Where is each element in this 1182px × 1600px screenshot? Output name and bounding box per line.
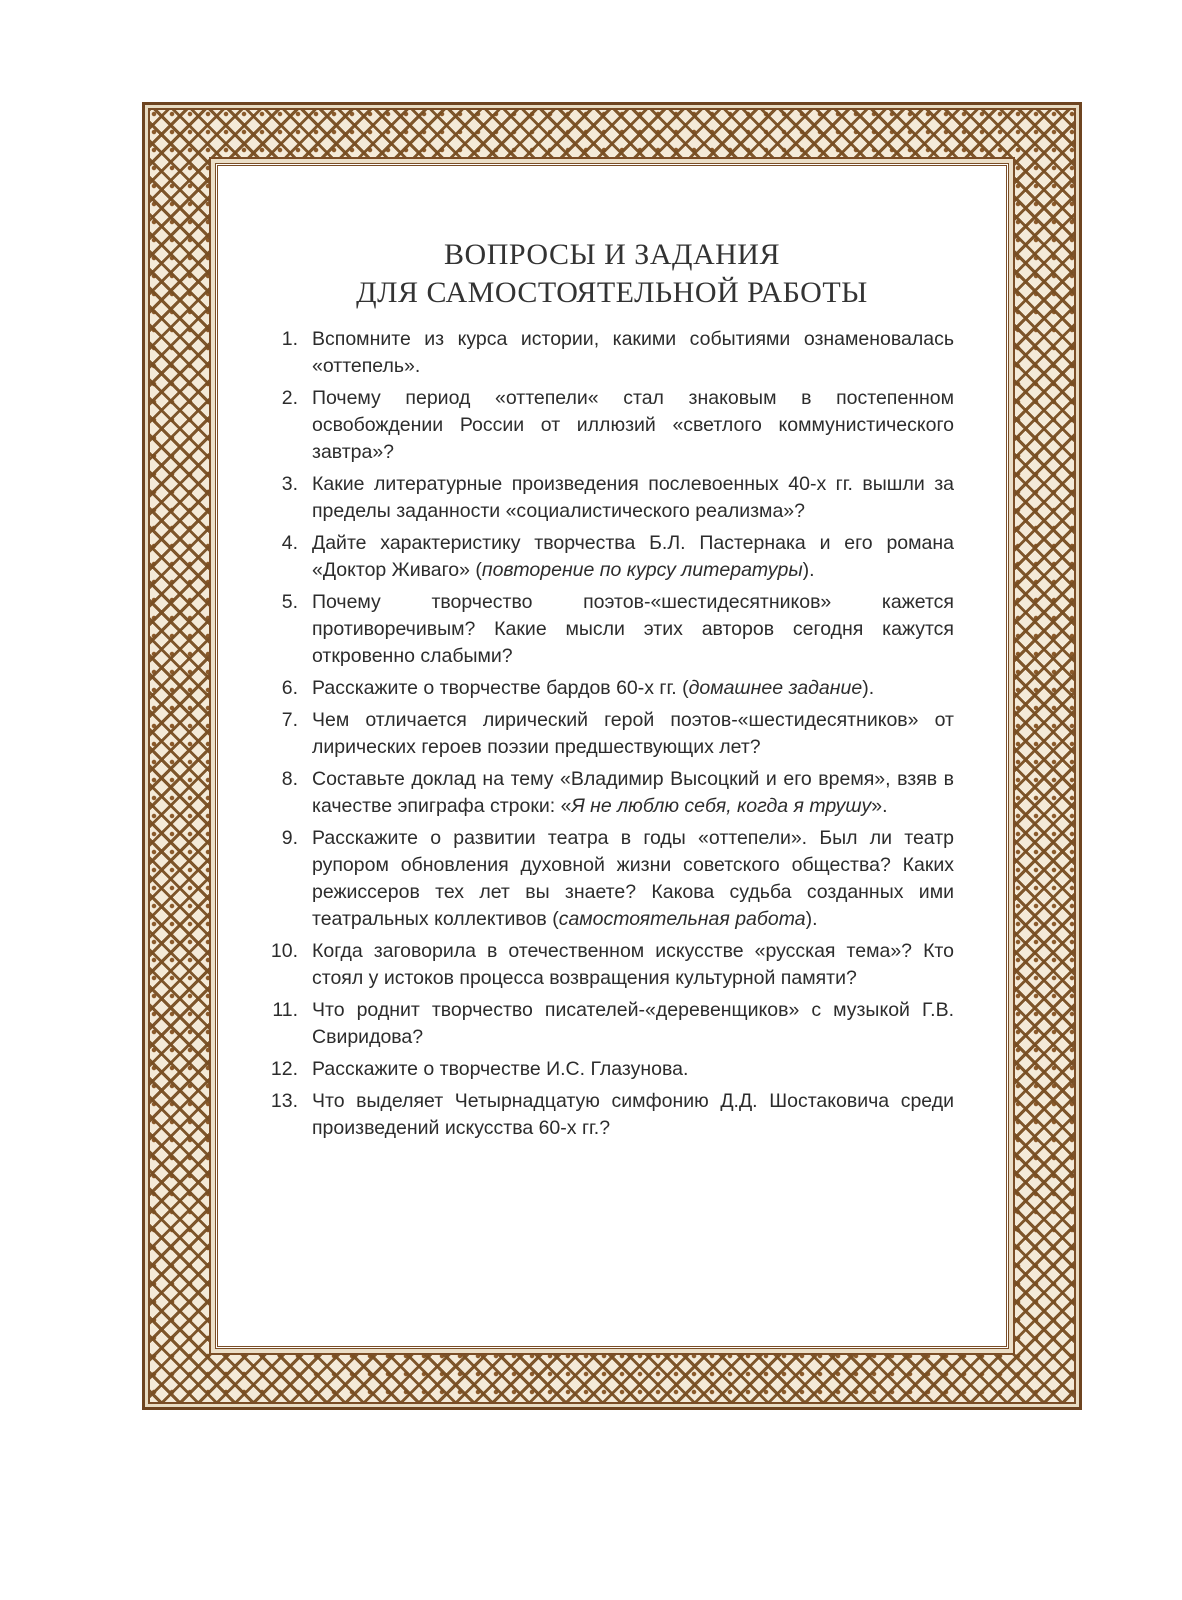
question-number: 9.	[281, 827, 298, 849]
question-item	[262, 766, 954, 820]
question-number: 7.	[281, 709, 298, 731]
question-item	[262, 589, 954, 670]
question-number: 3.	[281, 473, 298, 495]
title-line-1: ВОПРОСЫ И ЗАДАНИЯ	[444, 238, 780, 271]
question-number: 2.	[281, 387, 298, 409]
question-item	[262, 707, 954, 761]
questions-list	[262, 326, 954, 1147]
question-text: Почему период «оттепели« стал знаковым в постепенном освобождении России от иллюзий «светлого коммунистического завтра»?	[312, 387, 954, 463]
question-number: 11.	[272, 999, 298, 1021]
question-text: Что роднит творчество писателей-«деревенщиков» с музыкой Г.В. Свиридова?	[312, 999, 954, 1048]
question-number: 1.	[281, 328, 298, 350]
question-number: 6.	[281, 677, 298, 699]
question-number: 5.	[281, 591, 298, 613]
question-number: 10.	[270, 940, 298, 962]
title-line-2: ДЛЯ САМОСТОЯТЕЛЬНОЙ РАБОТЫ	[356, 276, 868, 309]
page-title	[218, 236, 1006, 312]
question-text: Какие литературные произведения послевоенных 40-х гг. вышли за пределы заданности «социалистического реализма»?	[312, 473, 954, 522]
question-number: 4.	[281, 532, 298, 554]
question-number: 12.	[270, 1058, 298, 1080]
question-item	[262, 825, 954, 933]
question-item	[262, 1088, 954, 1142]
question-text: Когда заговорила в отечественном искусстве «русская тема»? Кто стоял у истоков процесса возвращения культурной памяти?	[312, 940, 954, 989]
italic-note: Я не люблю себя, когда я трушу	[571, 795, 872, 817]
question-item	[262, 1056, 954, 1083]
question-text: Дайте характеристику творчества Б.Л. Пастернака и его романа «Доктор Живаго» (повторение по курсу литературы).	[312, 532, 954, 581]
question-text: Расскажите о развитии театра в годы «оттепели». Был ли театр рупором обновления духовной жизни советского общества? Каких режиссеров тех лет вы знаете? Какова судьба созданных ими театральных коллективов (самостоятельная работа).	[312, 827, 954, 930]
question-text: Расскажите о творчестве бардов 60-х гг. (домашнее задание).	[312, 677, 875, 699]
italic-note: повторение по курсу литературы	[481, 559, 803, 581]
italic-note: домашнее задание	[688, 677, 863, 699]
question-number: 13.	[270, 1090, 298, 1112]
question-number: 8.	[281, 768, 298, 790]
question-text: Что выделяет Четырнадцатую симфонию Д.Д. Шостаковича среди произведений искусства 60-х гг.?	[312, 1090, 954, 1139]
question-item	[262, 530, 954, 584]
question-text: Расскажите о творчестве И.С. Глазунова.	[312, 1058, 689, 1080]
italic-note: самостоятельная работа	[558, 908, 806, 930]
question-item	[262, 938, 954, 992]
question-text: Почему творчество поэтов-«шестидесятников» кажется противоречивым? Какие мысли этих авторов сегодня кажутся откровенно слабыми?	[312, 591, 954, 667]
question-text: Вспомните из курса истории, какими событиями ознаменовалась «оттепель».	[312, 328, 954, 377]
question-item	[262, 471, 954, 525]
question-text: Составьте доклад на тему «Владимир Высоцкий и его время», взяв в качестве эпиграфа строки: «Я не люблю себя, когда я трушу».	[312, 768, 954, 817]
question-text: Чем отличается лирический герой поэтов-«шестидесятников» от лирических героев поэзии предшествующих лет?	[312, 709, 954, 758]
question-item	[262, 326, 954, 380]
question-item	[262, 675, 954, 702]
content-panel	[215, 163, 1009, 1349]
question-item	[262, 997, 954, 1051]
question-item	[262, 385, 954, 466]
ornamental-border	[142, 102, 1082, 1410]
